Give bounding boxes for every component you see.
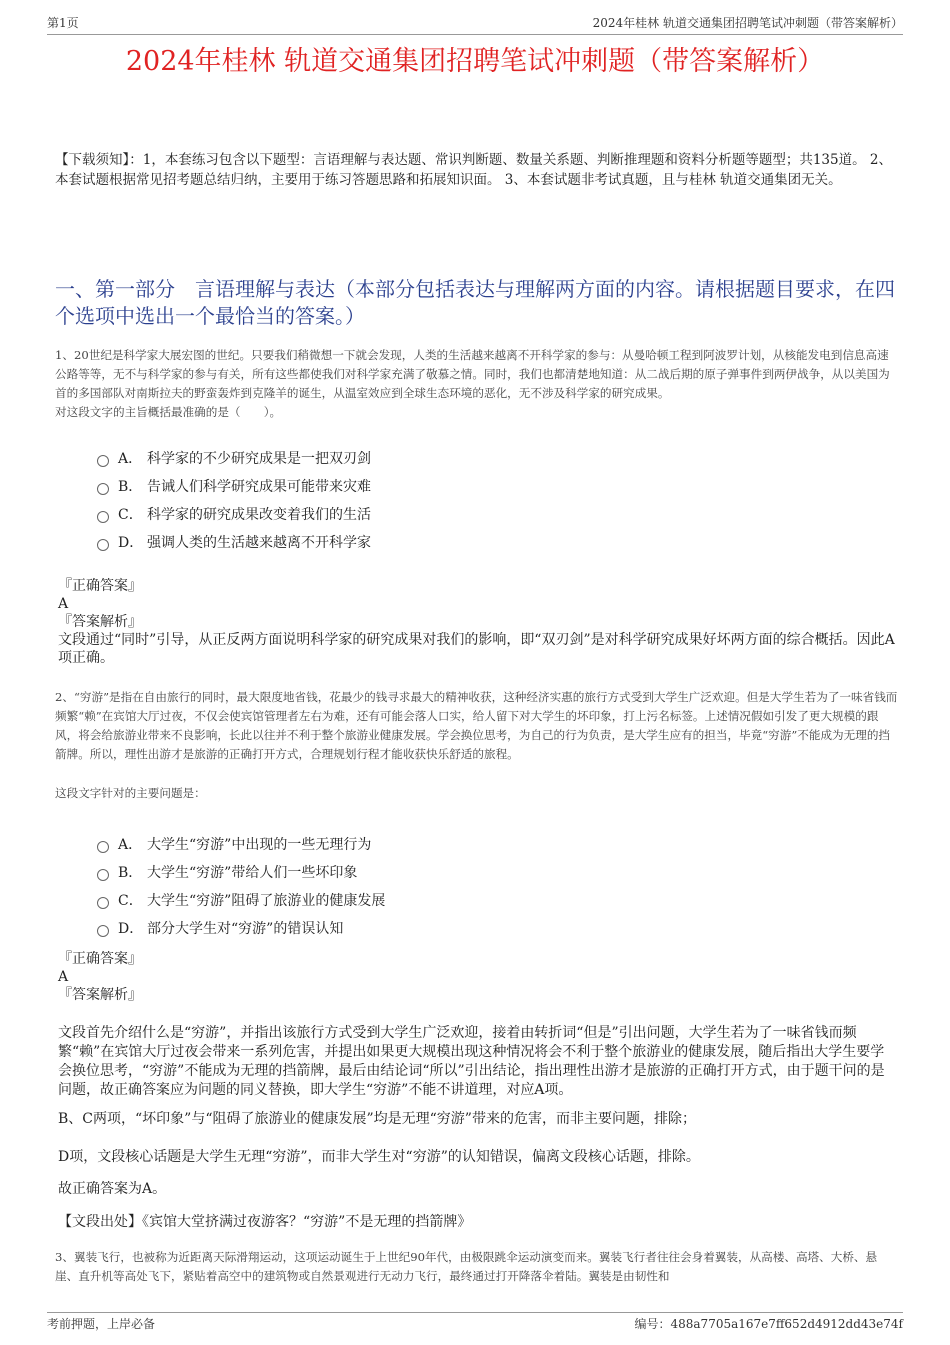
- page-footer: [47, 1312, 903, 1331]
- document-title: 2024年桂林 轨道交通集团招聘笔试冲刺题（带答案解析）: [125, 46, 825, 77]
- radio-icon[interactable]: [97, 511, 109, 523]
- download-notice: 【下载须知】：1，本套练习包含以下题型：言语理解与表达题、常识判断题、数量关系题、判断推理题和资料分析题等题型；共135道。 2、本套试题根据常见招考题总结归纳，主要用于练习答题思路和拓展知识面。 3、本套试题非考试真题，且与桂林 轨道交通集团无关。: [55, 152, 892, 188]
- question-1: [55, 346, 900, 422]
- question-2-stem: 2、“穷游”是指在自由旅行的同时，最大限度地省钱，花最少的钱寻求最大的精神收获，这种经济实惠的旅行方式受到大学生广泛欢迎。但是大学生若为了一味省钱而频繁“赖”在宾馆大厅过夜，不仅会使宾馆管理者左右为难，还有可能会落人口实，给人留下对大学生的坏印象，打上污名标签。上述情况假如引发了更大规模的跟风，将会给旅游业带来不良影响，长此以往并不利于整个旅游业健康发展。学会换位思考，为自己的行为负责，是大学生应有的担当，毕竟“穷游”不能成为无理的挡箭牌。所以，理性出游才是旅游的正确打开方式，合理规划行程才能收获快乐舒适的旅程。: [55, 690, 898, 761]
- radio-icon[interactable]: [97, 925, 109, 937]
- option-d[interactable]: D． 强调人类的生活越来越离不开科学家: [95, 532, 855, 560]
- radio-icon[interactable]: [97, 869, 109, 881]
- option-c[interactable]: C． 大学生“穷游”阻碍了旅游业的健康发展: [95, 890, 855, 918]
- radio-icon[interactable]: [97, 539, 109, 551]
- question-1-answer: [58, 577, 903, 667]
- analysis-text: 文段通过“同时”引导，从正反两方面说明科学家的研究成果对我们的影响，即“双刃剑”是对科学研究成果好坏两方面的综合概括。因此A项正确。: [58, 632, 895, 666]
- question-1-options: [95, 448, 855, 560]
- analysis-paragraph-4: 故正确答案为A。: [58, 1181, 167, 1197]
- radio-icon[interactable]: [97, 455, 109, 467]
- document-id: 编号：488a7705a167e7ff652d4912dd43e74f: [634, 1317, 903, 1331]
- page-header: [47, 14, 903, 35]
- question-2-answer: [58, 950, 903, 1004]
- analysis-paragraph-1: 文段首先介绍什么是“穷游”，并指出该旅行方式受到大学生广泛欢迎，接着由转折词“但是”引出问题，大学生若为了一味省钱而频繁“赖”在宾馆大厅过夜会带来一系列危害，并提出如果更大规模出现这种情况将会不利于整个旅游业的健康发展，随后指出大学生要学会换位思考，“穷游”不能成为无理的挡箭牌，最后由结论词“所以”引出结论，指出理性出游才是旅游的正确打开方式，由于题干问的是问题，故正确答案应为问题的同义替换，即大学生“穷游”不能不讲道理，对应A项。: [58, 1025, 885, 1098]
- answer-label: 『正确答案』: [58, 951, 142, 967]
- analysis-label: 『答案解析』: [58, 987, 142, 1003]
- option-a[interactable]: A． 科学家的不少研究成果是一把双刃剑: [95, 448, 855, 476]
- question-3: [55, 1248, 900, 1286]
- radio-icon[interactable]: [97, 841, 109, 853]
- radio-icon[interactable]: [97, 483, 109, 495]
- answer-label: 『正确答案』: [58, 578, 142, 594]
- header-doc-title: 2024年桂林 轨道交通集团招聘笔试冲刺题（带答案解析）: [592, 16, 903, 30]
- option-d[interactable]: D． 部分大学生对“穷游”的错误认知: [95, 918, 855, 946]
- page-number: 第1页: [47, 16, 79, 30]
- section-heading: 一、第一部分 言语理解与表达（本部分包括表达与理解两方面的内容。请根据题目要求，在四个选项中选出一个最恰当的答案。）: [55, 277, 895, 328]
- option-b[interactable]: B． 告诫人们科学研究成果可能带来灾难: [95, 476, 855, 504]
- question-2-prompt: 这段文字针对的主要问题是：: [55, 786, 206, 800]
- footer-slogan: 考前押题，上岸必备: [47, 1317, 156, 1331]
- source-citation: 【文段出处】《宾馆大堂挤满过夜游客？“穷游”不是无理的挡箭牌》: [58, 1214, 472, 1230]
- question-1-prompt: 对这段文字的主旨概括最准确的是（ ）。: [55, 405, 282, 419]
- option-c[interactable]: C． 科学家的研究成果改变着我们的生活: [95, 504, 855, 532]
- radio-icon[interactable]: [97, 897, 109, 909]
- analysis-paragraph-2: B、C两项，“坏印象”与“阻碍了旅游业的健康发展”均是无理“穷游”带来的危害，而非主要问题，排除；: [58, 1111, 696, 1127]
- option-a[interactable]: A． 大学生“穷游”中出现的一些无理行为: [95, 834, 855, 862]
- question-2-options: [95, 834, 855, 946]
- analysis-paragraph-3: D项，文段核心话题是大学生无理“穷游”，而非大学生对“穷游”的认知错误，偏离文段核心话题，排除。: [58, 1149, 700, 1165]
- analysis-label: 『答案解析』: [58, 614, 142, 630]
- answer-value: A: [58, 596, 69, 612]
- question-2: [55, 688, 900, 803]
- question-1-stem: 1、20世纪是科学家大展宏图的世纪。只要我们稍微想一下就会发现，人类的生活越来越离不开科学家的参与：从曼哈顿工程到阿波罗计划，从核能发电到信息高速公路等等，无不与科学家的参与有关，所有这些都使我们对科学家充满了敬慕之情。同时，我们也都清楚地知道：从二战后期的原子弹事件到两伊战争，从以美国为首的多国部队对南斯拉夫的野蛮轰炸到克隆羊的诞生，从温室效应到全球生态环境的恶化，无不涉及科学家的研究成果。: [55, 348, 890, 400]
- answer-value: A: [58, 969, 69, 985]
- question-3-stem: 3、翼装飞行，也被称为近距离天际滑翔运动，这项运动诞生于上世纪90年代，由极限跳伞运动演变而来。翼装飞行者往往会身着翼装，从高楼、高塔、大桥、悬崖、直升机等高处飞下，紧贴着高空中的建筑物或自然景观进行无动力飞行，最终通过打开降落伞着陆。翼装是由韧性和: [55, 1250, 878, 1283]
- option-b[interactable]: B． 大学生“穷游”带给人们一些坏印象: [95, 862, 855, 890]
